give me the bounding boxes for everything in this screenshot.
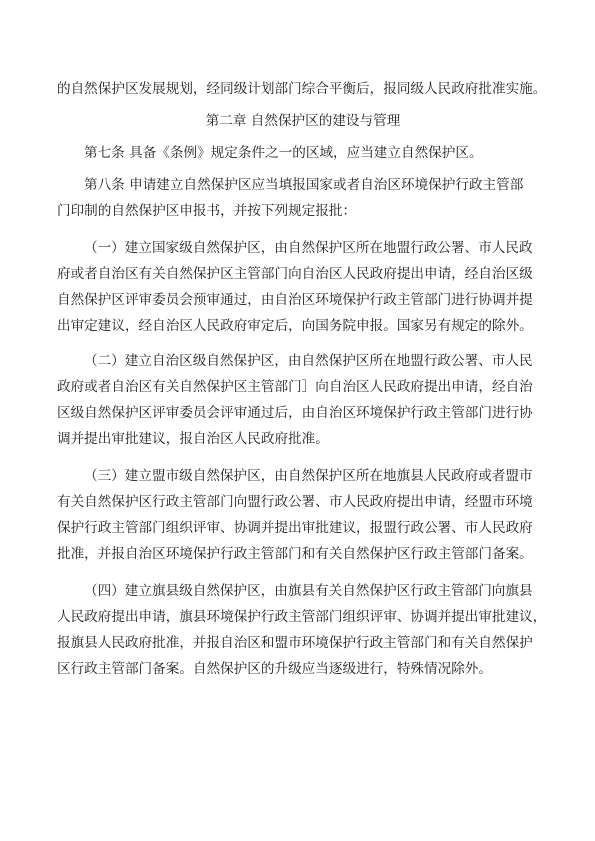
- clause-2-line-1: （二）建立自治区级自然保护区，由自然保护区所在地盟行政公署、市人民: [84, 353, 533, 369]
- clause-2-line-3: 区级自然保护区评审委员会评审通过后，由自治区环境保护行政主管部门进行协: [57, 405, 533, 421]
- clause-4-line-2: 人民政府提出申请，旗县环境保护行政主管部门组织评审、协调并提出审批建议，: [57, 609, 547, 625]
- article-8-line-1: 第八条 申请建立自然保护区应当填报国家或者自治区环境保护行政主管部: [84, 177, 524, 193]
- clause-3-line-2: 有关自然保护区行政主管部门向盟行政公署、市人民政府提出申请，经盟市环境: [57, 494, 533, 510]
- clause-1-line-3: 自然保护区评审委员会预审通过，由自治区环境保护行政主管部门进行协调并提: [57, 292, 533, 308]
- chapter-heading: 第二章 自然保护区的建设与管理: [205, 113, 401, 129]
- clause-3-line-3: 保护行政主管部门组织评审、协调并提出审批建议，报盟行政公署、市人民政府: [57, 520, 533, 536]
- article-8-line-2: 门印制的自然保护区申报书，并按下列规定报批：: [57, 203, 357, 219]
- clause-1-line-1: （一）建立国家级自然保护区，由自然保护区所在地盟行政公署、市人民政: [84, 240, 533, 256]
- article-7: 第七条 具备《条例》规定条件之一的区域，应当建立自然保护区。: [84, 145, 483, 161]
- clause-2-line-2: 政府或者自治区有关自然保护区主管部门］向自治区人民政府提出申请，经自治: [57, 379, 533, 395]
- clause-3-line-4: 批准，并报自治区环境保护行政主管部门和有关自然保护区行政主管部门备案。: [57, 546, 533, 562]
- paragraph-continuation: 的自然保护区发展规划，经同级计划部门综合平衡后，报同级人民政府批准实施。: [57, 81, 547, 97]
- clause-4-line-4: 区行政主管部门备案。自然保护区的升级应当逐级进行，特殊情况除外。: [57, 661, 492, 677]
- clause-1-line-2: 府或者自治区有关自然保护区主管部门向自治区人民政府提出申请，经自治区级: [57, 266, 533, 282]
- document-page: [57, 76, 549, 682]
- clause-3-line-1: （三）建立盟市级自然保护区，由自然保护区所在地旗县人民政府或者盟市: [84, 468, 533, 484]
- clause-2-line-4: 调并提出审批建议，报自治区人民政府批准。: [57, 431, 329, 447]
- clause-1-line-4: 出审定建议，经自治区人民政府审定后，向国务院申报。国家另有规定的除外。: [57, 318, 533, 334]
- clause-4-line-1: （四）建立旗县级自然保护区，由旗县有关自然保护区行政主管部门向旗县: [84, 583, 533, 599]
- clause-4-line-3: 报旗县人民政府批准，并报自治区和盟市环境保护行政主管部门和有关自然保护: [57, 635, 533, 651]
